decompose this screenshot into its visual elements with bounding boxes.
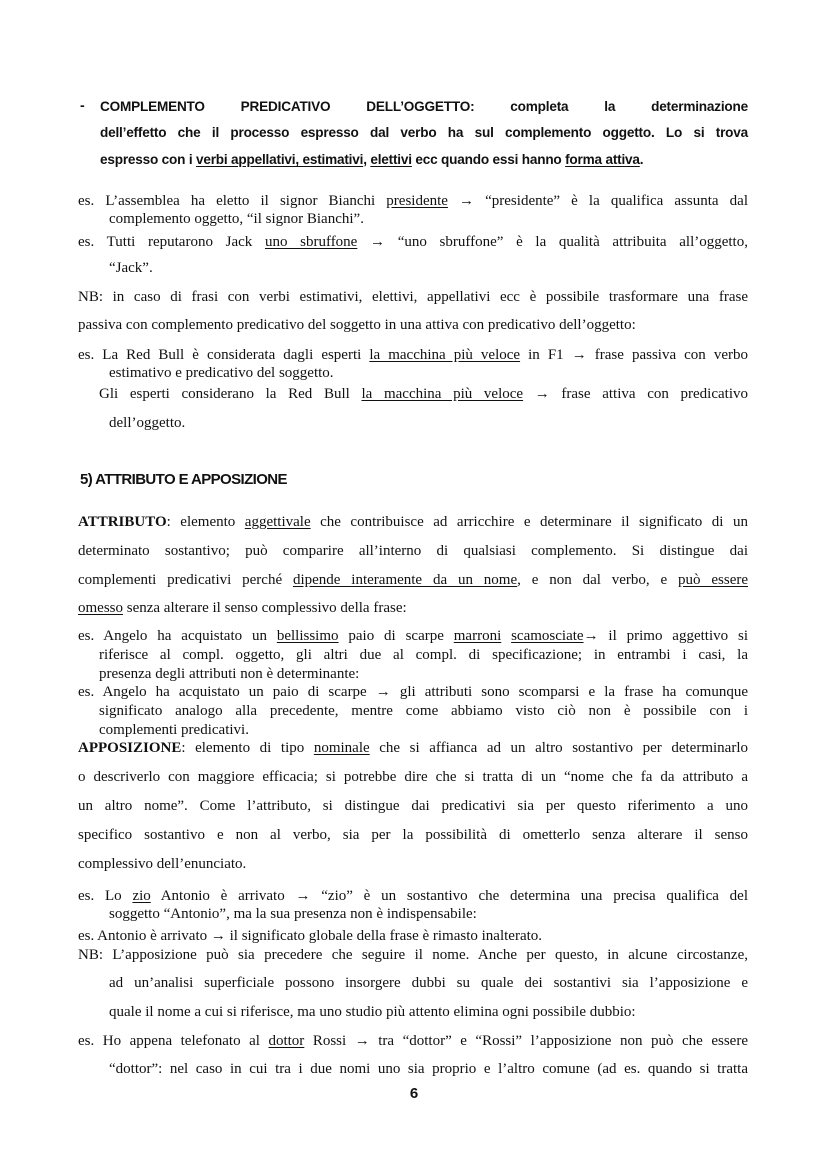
text-segment: complementi predicativi perché xyxy=(78,572,293,588)
text-line xyxy=(109,363,334,383)
text-segment: senza alterare il senso complessivo della frase: xyxy=(123,600,407,616)
text-segment: Gli esperti considerano la Red Bull xyxy=(99,386,362,402)
text-segment: es. Angelo ha acquistato un paio di scarpe → gli attributi sono scomparsi e la frase ha comunque xyxy=(78,684,748,700)
text-segment: es. L’assemblea ha eletto il signor Bianchi xyxy=(78,193,387,209)
underlined-text: nominale xyxy=(313,740,370,756)
text-line xyxy=(78,626,748,646)
text-segment: soggetto “Antonio”, ma la sua presenza non è indispensabile: xyxy=(109,906,477,922)
page-number: 6 xyxy=(409,1085,419,1102)
underlined-text: dipende interamente da un nome xyxy=(292,572,518,588)
underlined-text: uno sbruffone xyxy=(264,234,358,250)
text-segment: es. Antonio è arrivato → il significato globale della frase è rimasto inalterato. xyxy=(78,928,543,944)
underlined-text: elettivi xyxy=(370,152,412,167)
text-line xyxy=(99,384,748,404)
underlined-text: omesso xyxy=(78,600,123,616)
text-line xyxy=(78,796,748,816)
text-line xyxy=(109,1002,636,1022)
text-segment: in F1 → frase passiva con verbo xyxy=(520,347,748,363)
underlined-text: verbi appellativi, estimativi xyxy=(195,152,364,167)
text-line xyxy=(78,598,407,618)
underlined-text: bellissimo xyxy=(276,628,339,644)
text-segment: , xyxy=(363,152,371,167)
text-line xyxy=(78,232,748,252)
text-segment: NB: L’apposizione può sia precedere che seguire il nome. Anche per questo, in alcune circostanze, xyxy=(78,947,748,963)
text-segment: che si affianca ad un altro sostantivo per determinarlo xyxy=(369,740,748,756)
text-segment: completa la determinazione xyxy=(474,99,748,114)
text-line xyxy=(100,97,748,117)
text-segment: NB: in caso di frasi con verbi estimativi, elettivi, appellativi ecc è possibile trasformare una frase xyxy=(78,289,748,305)
underlined-text: dottor xyxy=(268,1033,305,1049)
text-line xyxy=(99,720,249,740)
text-segment: dell’oggetto. xyxy=(109,415,186,431)
text-line xyxy=(78,682,748,702)
text-segment: espresso con i xyxy=(100,152,196,167)
text-line xyxy=(109,904,477,924)
text-segment: ecc quando essi hanno xyxy=(411,152,566,167)
text-segment: che contribuisce ad arricchire e determinare il significato di un xyxy=(310,514,748,530)
text-segment: → il primo aggettivo si xyxy=(583,628,748,644)
text-line xyxy=(109,209,364,229)
text-line xyxy=(78,345,748,365)
text-segment: : elemento xyxy=(166,514,245,530)
text-segment: passiva con complemento predicativo del soggetto in una attiva con predicativo dell’oggetto: xyxy=(78,317,636,333)
text-line xyxy=(109,413,185,433)
text-segment xyxy=(501,628,511,644)
text-segment: presenza degli attributi non è determinante: xyxy=(99,666,360,682)
bold-term: APPOSIZIONE xyxy=(78,740,182,756)
underlined-text: aggettivale xyxy=(244,514,311,530)
text-line xyxy=(99,701,748,721)
text-segment: complemento oggetto, “il signor Bianchi”. xyxy=(109,211,364,227)
text-segment: ad un’analisi superficiale possono insorgere dubbi su quale dei sostantivi sia l’apposizione e xyxy=(109,975,748,991)
text-line xyxy=(99,645,748,665)
text-segment: o descriverlo con maggiore efficacia; si potrebbe dire che si tratta di un “nome che fa da attributo a xyxy=(78,769,748,785)
text-line xyxy=(78,1031,748,1051)
text-line xyxy=(100,150,643,170)
text-segment: quale il nome a cui si riferisce, ma uno studio più attento elimina ogni possibile dubbio: xyxy=(109,1004,636,1020)
text-segment: : elemento di tipo xyxy=(181,740,314,756)
text-segment: → “presidente” è la qualifica assunta dal xyxy=(447,193,748,209)
text-segment: es. Angelo ha acquistato un xyxy=(78,628,277,644)
text-segment: complessivo dell’enunciato. xyxy=(78,856,247,872)
text-line xyxy=(78,854,246,874)
underlined-text: presidente xyxy=(386,193,448,209)
text-segment: un altro nome”. Come l’attributo, si distingue dai predicativi sia per questo riferimento a uno xyxy=(78,798,748,814)
text-segment: dell’effetto che il processo espresso dal verbo ha sul complemento oggetto. Lo si trova xyxy=(100,125,748,140)
text-segment: “Jack”. xyxy=(109,260,153,276)
text-segment: es. Ho appena telefonato al xyxy=(78,1033,269,1049)
underlined-text: la macchina più veloce xyxy=(369,347,521,363)
underlined-text: può essere xyxy=(678,572,749,588)
underlined-text: scamosciate xyxy=(511,628,584,644)
text-line xyxy=(78,191,748,211)
text-segment: determinato sostantivo; può comparire all’interno di qualsiasi complemento. Si distingue dai xyxy=(78,543,748,559)
text-line xyxy=(109,973,748,993)
text-segment: “dottor”: nel caso in cui tra i due nomi uno sia proprio e l’altro comune (ad es. quando si tratta xyxy=(109,1061,748,1077)
section-heading xyxy=(80,470,287,490)
text-segment: es. Tutti reputarono Jack xyxy=(78,234,265,250)
text-line xyxy=(78,512,748,532)
text-line xyxy=(78,287,748,307)
bold-term: COMPLEMENTO PREDICATIVO DELL’OGGETTO: xyxy=(100,99,475,114)
text-segment: specifico sostantivo e non al verbo, sia per la possibilità di ometterlo senza alterare il senso xyxy=(78,827,748,843)
text-segment: Rossi → tra “dottor” e “Rossi” l’apposizione non può che essere xyxy=(304,1033,748,1049)
text-line xyxy=(109,258,153,278)
text-line xyxy=(100,123,748,143)
text-line xyxy=(78,570,748,590)
text-segment: complementi predicativi. xyxy=(99,722,249,738)
underlined-text: marroni xyxy=(453,628,502,644)
text-segment: . xyxy=(639,152,644,167)
text-segment: , e non dal verbo, e xyxy=(517,572,679,588)
text-line xyxy=(78,767,748,787)
underlined-text: zio xyxy=(132,888,151,904)
text-segment: → frase attiva con predicativo xyxy=(523,386,749,402)
text-line xyxy=(78,886,748,906)
text-segment: → “uno sbruffone” è la qualità attribuita all’oggetto, xyxy=(357,234,748,250)
text-segment: significato analogo alla precedente, mentre come abbiamo visto ciò non è possibile con i xyxy=(99,703,748,719)
text-segment: es. Lo xyxy=(78,888,133,904)
text-line xyxy=(78,825,748,845)
text-line xyxy=(78,738,748,758)
text-line xyxy=(109,1059,748,1079)
text-line xyxy=(99,664,359,684)
text-segment: es. La Red Bull è considerata dagli esperti xyxy=(78,347,370,363)
text-line xyxy=(78,926,542,946)
text-segment: paio di scarpe xyxy=(338,628,454,644)
text-line xyxy=(78,541,748,561)
bold-term: ATTRIBUTO xyxy=(78,514,167,530)
text-segment: riferisce al compl. oggetto, gli altri due al compl. di specificazione; in entrambi i casi, la xyxy=(99,647,748,663)
text-segment: estimativo e predicativo del soggetto. xyxy=(109,365,334,381)
text-line xyxy=(78,945,748,965)
text-segment: 5) ATTRIBUTO E APPOSIZIONE xyxy=(80,471,287,488)
text-segment: Antonio è arrivato → “zio” è un sostantivo che determina una precisa qualifica del xyxy=(150,888,748,904)
list-bullet: - xyxy=(80,97,85,113)
underlined-text: la macchina più veloce xyxy=(361,386,524,402)
text-line xyxy=(78,315,636,335)
underlined-text: forma attiva xyxy=(565,152,640,167)
